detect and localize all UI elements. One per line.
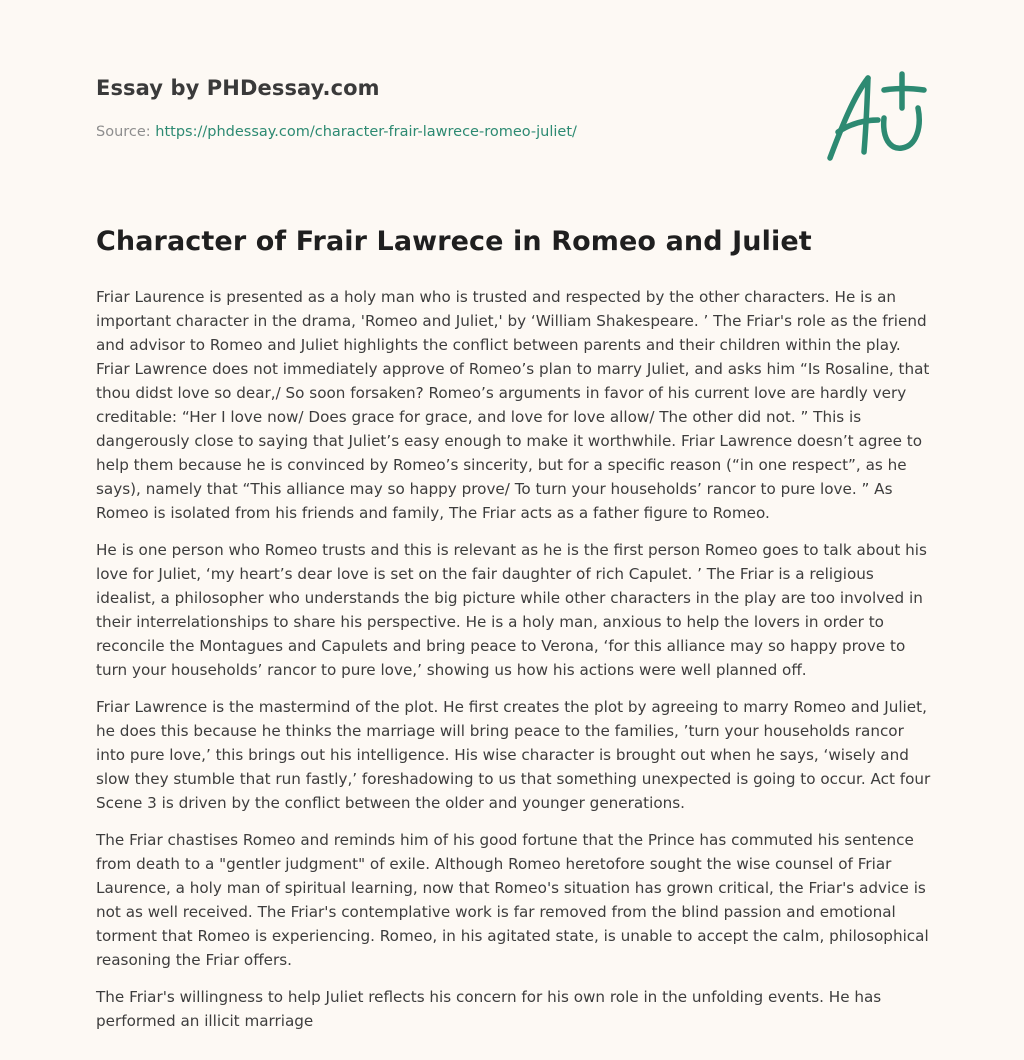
site-brand: Essay by PHDessay.com [96, 76, 380, 100]
source-link[interactable]: https://phdessay.com/character-frair-lawrece-romeo-juliet/ [155, 124, 577, 140]
a-plus-logo-icon [820, 66, 930, 166]
essay-body [96, 285, 932, 1046]
essay-paragraph: The Friar's willingness to help Juliet reflects his concern for his own role in the unfolding events. He has performed an illicit marriage [96, 988, 882, 1030]
essay-title: Character of Frair Lawrece in Romeo and Juliet [96, 226, 812, 257]
essay-paragraph: He is one person who Romeo trusts and this is relevant as he is the first person Romeo goes to talk about his love for Juliet, ‘my heart’s dear love is set on the fair daughter of rich Capulet. ’ The Friar is a religious idealist, a philosopher who understands the big picture while other characters in the play are too involved in their interrelationships to share his perspective. He is a holy man, anxious to help the lovers in order to reconcile the Montagues and Capulets and bring peace to Verona, ‘for this alliance may so happy prove to turn your households’ rancor to pure love,’ showing us how his actions were well planned off. [96, 541, 927, 679]
essay-paragraph: The Friar chastises Romeo and reminds him of his good fortune that the Prince has commuted his sentence from death to a "gentler judgment" of exile. Although Romeo heretofore sought the wise counsel of Friar Laurence, a holy man of spiritual learning, now that Romeo's situation has grown critical, the Friar's advice is not as well received. The Friar's contemplative work is far removed from the blind passion and emotional torment that Romeo is experiencing. Romeo, in his agitated state, is unable to accept the calm, philosophical reasoning the Friar offers. [96, 831, 929, 969]
source-line [96, 124, 577, 140]
source-label: Source: [96, 124, 156, 140]
essay-paragraph: Friar Lawrence is the mastermind of the plot. He first creates the plot by agreeing to marry Romeo and Juliet, he does this because he thinks the marriage will bring peace to the families, ’turn your households rancor into pure love,’ this brings out his intelligence. His wise character is brought out when he says, ‘wisely and slow they stumble that run fastly,’ foreshadowing to us that something unexpected is going to occur. Act four Scene 3 is driven by the conflict between the older and younger generations. [96, 698, 931, 812]
essay-paragraph: Friar Laurence is presented as a holy man who is trusted and respected by the other characters. He is an important character in the drama, 'Romeo and Juliet,' by ‘William Shakespeare. ’ The Friar's role as the friend and advisor to Romeo and Juliet highlights the conflict between parents and their children within the play. Friar Lawrence does not immediately approve of Romeo’s plan to marry Juliet, and asks him “Is Rosaline, that thou didst love so dear,/ So soon forsaken? Romeo’s arguments in favor of his current love are hardly very creditable: “Her I love now/ Does grace for grace, and love for love allow/ The other did not. ” This is dangerously close to saying that Juliet’s easy enough to make it worthwhile. Friar Lawrence doesn’t agree to help them because he is convinced by Romeo’s sincerity, but for a specific reason (“in one respect”, as he says), namely that “This alliance may so happy prove/ To turn your households’ rancor to pure love. ” As Romeo is isolated from his friends and family, The Friar acts as a father figure to Romeo. [96, 288, 930, 522]
